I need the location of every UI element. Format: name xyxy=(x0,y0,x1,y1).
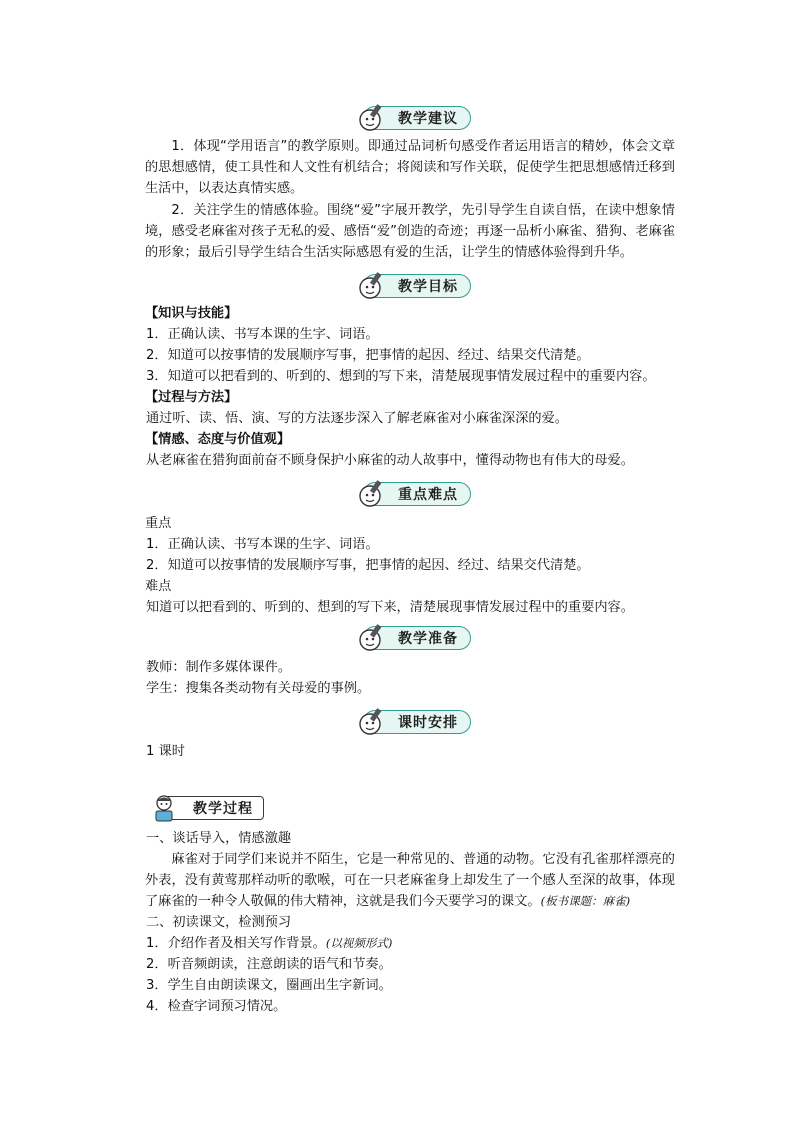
list-item: 3．学生自由朗读课文，圈画出生字新词。 xyxy=(146,978,392,993)
list-item: 2．听音频朗读，注意朗读的语气和节奏。 xyxy=(146,957,392,972)
list-item: 4．检查字词预习情况。 xyxy=(146,999,287,1014)
paragraph: 学生：搜集各类动物有关母爱的事例。 xyxy=(146,681,371,696)
video-note: (以视频形式) xyxy=(325,936,393,950)
section-banner-keshi xyxy=(355,708,471,736)
section-banner-zhunbei xyxy=(355,624,471,652)
list-item: 2．知道可以按事情的发展顺序写事，把事情的起因、经过、结果交代清楚。 xyxy=(146,558,590,573)
section-banner-mubiao xyxy=(355,272,471,300)
list-item xyxy=(146,933,706,954)
list-item: 1．正确认读、书写本课的生字、词语。 xyxy=(146,537,379,552)
cartoon-pencil-icon xyxy=(355,479,389,509)
cartoon-pencil-icon xyxy=(355,623,389,653)
paragraph: 2．关注学生的情感体验。围绕“爱”字展开教学，先引导学生自读自悟，在读中想象情境，感受老麻雀对孩子无私的爱、感悟“爱”创造的奇迹；再逐一品析小麻雀、猎狗、老麻雀的形象；最后引导学生结合生活实际感恩有爱的生活，让学生的情感体验得到升华。 xyxy=(145,203,675,260)
paragraph xyxy=(145,849,675,912)
section-banner-nandian xyxy=(355,480,471,508)
list-item: 1．正确认读、书写本课的生字、词语。 xyxy=(146,327,379,342)
subheading: 【知识与技能】 xyxy=(145,306,238,321)
section-title: 课时安排 xyxy=(363,710,471,734)
section-banner-jianyi xyxy=(355,104,471,132)
list-item-text: 1．介绍作者及相关写作背景。 xyxy=(146,936,326,951)
cartoon-pencil-icon xyxy=(355,707,389,737)
cartoon-pencil-icon xyxy=(355,103,389,133)
list-item: 3．知道可以把看到的、听到的、想到的写下来，清楚展现事情发展过程中的重要内容。 xyxy=(146,369,656,384)
subheading: 【过程与方法】 xyxy=(145,390,238,405)
list-item: 2．知道可以按事情的发展顺序写事，把事情的起因、经过、结果交代清楚。 xyxy=(146,348,590,363)
paragraph: 教师：制作多媒体课件。 xyxy=(146,660,292,675)
cartoon-pencil-icon xyxy=(355,271,389,301)
cartoon-student-icon xyxy=(150,793,184,823)
paragraph: 1 课时 xyxy=(146,744,185,759)
subheading: 一、谈话导入，情感激趣 xyxy=(146,831,292,846)
paragraph: 知道可以把看到的、听到的、想到的写下来，清楚展现事情发展过程中的重要内容。 xyxy=(146,600,634,615)
section-title: 教学目标 xyxy=(363,274,471,298)
subheading: 重点 xyxy=(145,516,172,531)
board-note: (板书课题：麻雀) xyxy=(540,894,631,908)
paragraph: 从老麻雀在猎狗面前奋不顾身保护小麻雀的动人故事中，懂得动物也有伟大的母爱。 xyxy=(146,453,634,468)
subheading: 二、初读课文，检测预习 xyxy=(146,915,292,930)
paragraph: 通过听、读、悟、演、写的方法逐步深入了解老麻雀对小麻雀深深的爱。 xyxy=(146,411,568,426)
paragraph-text: 麻雀对于同学们来说并不陌生，它是一种常见的、普通的动物。它没有孔雀那样漂亮的外表，没有黄莺那样动听的歌喉，可在一只老麻雀身上却发生了一个感人至深的故事，体现了麻雀的一种令人敬佩的伟大精神，这就是我们今天要学习的课文。 xyxy=(145,852,675,909)
section-title: 教学准备 xyxy=(363,626,471,650)
subheading: 难点 xyxy=(145,579,172,594)
section-banner-guocheng xyxy=(150,794,264,822)
paragraph: 1．体现“学用语言”的教学原则。即通过品词析句感受作者运用语言的精妙，体会文章的思想感情，使工具性和人文性有机结合；将阅读和写作关联，促使学生把思想感情迁移到生活中，以表达真情实感。 xyxy=(145,139,675,196)
section-title: 教学建议 xyxy=(363,106,471,130)
section-title: 教学过程 xyxy=(162,796,264,820)
subheading: 【情感、态度与价值观】 xyxy=(145,432,291,447)
section-title: 重点难点 xyxy=(363,482,471,506)
